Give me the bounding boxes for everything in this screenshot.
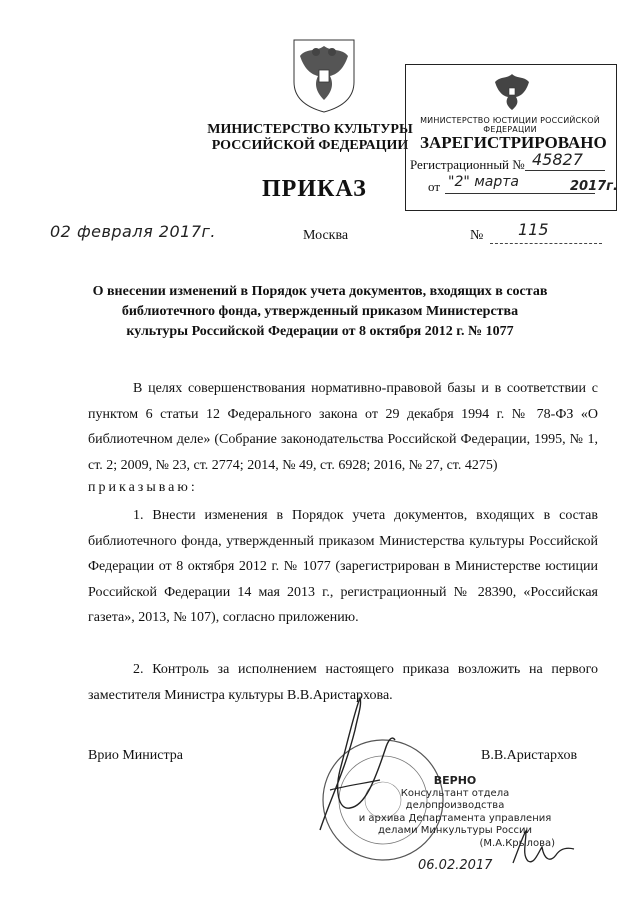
paragraph-item-1: 1. Внести изменения в Порядок учета документов, входящих в состав библиотечного фонда, утвержденный приказом Министерства культуры Российской Федерации от 8 октября 2012 г. № 1077 (зарегистрирован в Министерстве юстиции Российской Федерации 14 мая 2013 г., регистрационный № 28390, «Российская газета», 2013, № 107), согласно приложению. (88, 508, 598, 625)
document-subject: О внесении изменений в Порядок учета документов, входящих в состав библиотечного фонда, утвержденный приказом Министерства культуры Российской Федерации от 8 октября 2012 г. № 1077 (92, 284, 548, 339)
stamp-reg-number: 45827 (532, 150, 583, 169)
stamp-ministry: МИНИСТЕРСТВО ЮСТИЦИИ РОССИЙСКОЙ ФЕДЕРАЦИИ (420, 116, 600, 134)
stamp-reg-label: Регистрационный № (410, 157, 525, 172)
stamp-status: ЗАРЕГИСТРИРОВАНО (420, 133, 607, 152)
city: Москва (303, 228, 349, 243)
decree-word: приказываю: (88, 480, 198, 495)
copy-name: (М.А.Крылова) (479, 837, 555, 849)
stamp-emblem-icon (490, 70, 534, 117)
order-date: 02 февраля 2017г. (50, 222, 217, 241)
order-number-line (490, 243, 602, 244)
stamp-date: "2" марта (448, 174, 519, 190)
order-number-label: № (470, 228, 484, 243)
order-number: 115 (518, 220, 549, 239)
ministry-name: МИНИСТЕРСТВО КУЛЬТУРЫ РОССИЙСКОЙ ФЕДЕРАЦИИ (207, 122, 413, 153)
copy-line-1: Консультант отдела делопроизводства (400, 787, 510, 811)
copy-line-3: делами Минкультуры России (377, 825, 533, 836)
paragraph-item-2: 2. Контроль за исполнением настоящего приказа возложить на первого заместителя Министра культуры В.В.Аристархова. (88, 662, 598, 703)
stamp-date-label: от (428, 179, 441, 194)
paragraph-preamble: В целях совершенствования нормативно-правовой базы и в соответствии с пунктом 6 статьи 12 Федерального закона от 29 декабря 1994 г. № 78-ФЗ «О библиотечном деле» (Собрание законодательства Российской Федерации, 1995, № 1, ст. 2; 2009, № 23, ст. 2774; 2014, № 49, ст. 6928; 2016, № 27, ст. 4275) (88, 381, 598, 473)
stamp-year: 2017г. (570, 179, 618, 194)
document-title: ПРИКАЗ (262, 176, 367, 202)
copy-verno: ВЕРНО (433, 774, 477, 787)
copy-date: 06.02.2017 (418, 858, 493, 873)
stamp-reg-line (525, 170, 605, 171)
copy-line-2: и архива Департамента управления (358, 812, 552, 824)
signatory-name: В.В.Аристархов (481, 748, 578, 763)
copy-signature-icon (508, 825, 578, 875)
coat-of-arms-icon (288, 34, 360, 119)
signatory-position: Врио Министра (88, 748, 183, 763)
